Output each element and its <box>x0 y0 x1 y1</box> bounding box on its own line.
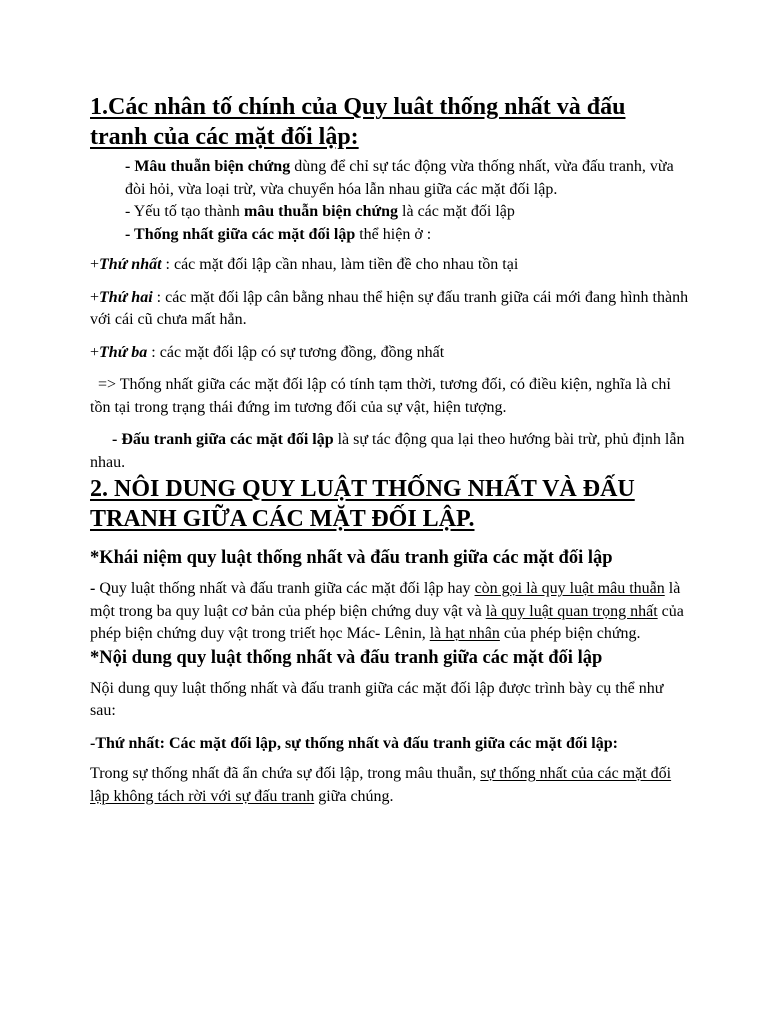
struggle-bold: - Đấu tranh giữa các mặt đối lập <box>112 431 334 448</box>
item3-text: : các mặt đối lập có sự tương đồng, đồng nhất <box>147 343 445 361</box>
concept-paragraph: - Quy luật thống nhất và đấu tranh giữa các mặt đối lập hay còn gọi là quy luật mâu thuẫn là một trong ba quy luật cơ bản của phép biện chứng duy vật và là quy luật quan trọng nhất của phép biện chứng duy vật trong triết học Mác- Lênin, là hạt nhân của phép biện chứng. <box>90 580 684 642</box>
bullet-unity-of-opposites <box>90 224 690 247</box>
document-page <box>90 92 690 808</box>
struggle-paragraph <box>90 429 690 474</box>
item2-label: Thứ hai <box>99 288 153 306</box>
first-point-heading: -Thứ nhất: Các mặt đối lập, sự thống nhất và đấu tranh giữa các mặt đối lập: <box>90 734 618 752</box>
struggle-text: là sự tác động qua lại theo hướng bài trừ, phủ định lẫn nhau. <box>90 431 685 471</box>
bullet1-text: dùng để chỉ sự tác động vừa thống nhất, vừa đấu tranh, vừa đòi hỏi, vừa loại trừ, vừa chuyển hóa lẫn nhau giữa các mặt đối lập. <box>125 158 674 198</box>
item1-text: : các mặt đối lập cần nhau, làm tiền đề cho nhau tồn tại <box>161 256 519 273</box>
section1-title <box>90 92 690 152</box>
bullet2-bold: mâu thuẫn biện chứng <box>243 203 399 220</box>
section2-title-line1: 2. NÔI DUNG QUY LUẬT THỐNG NHẤT VÀ ĐẤU <box>90 476 635 502</box>
first-point-paragraph: Trong sự thống nhất đã ẩn chứa sự đối lập, trong mâu thuẫn, sự thống nhất của các mặt đối lập không tách rời với sự đấu tranh giữa chúng. <box>90 765 672 805</box>
section2-title-line2: TRANH GIỮA CÁC MẶT ĐỐI LẬP. <box>90 506 475 532</box>
bullet1-bold: - Mâu thuẫn biện chứng <box>125 158 291 175</box>
concept-underline-2: là quy luật quan trọng nhất <box>485 602 658 620</box>
bullet2-start: - Yếu tố tạo thành <box>125 203 244 220</box>
item1-label: Thứ nhất <box>99 256 162 273</box>
concept-heading: *Khái niệm quy luật thống nhất và đấu tranh giữa các mặt đối lập <box>90 548 613 568</box>
content-heading: *Nội dung quy luật thống nhất và đấu tranh giữa các mặt đối lập <box>90 647 603 668</box>
conclusion-paragraph: => Thống nhất giữa các mặt đối lập có tính tạm thời, tương đối, có điều kiện, nghĩa là chỉ tồn tại trong trạng thái đứng im tương đối của sự vật, hiện tượng. <box>90 376 671 416</box>
bullet3-bold: - Thống nhất giữa các mặt đối lập <box>125 225 356 243</box>
item-third: +Thứ ba : các mặt đối lập có sự tương đồng, đồng nhất <box>90 343 445 361</box>
bullet-dialectical-contradiction <box>90 156 690 201</box>
item-second: +Thứ hai : các mặt đối lập cân bằng nhau thể hiện sự đấu tranh giữa cái mới đang hình thành với cái cũ chưa mất hẳn. <box>90 288 689 328</box>
concept-underline-1: còn gọi là quy luật mâu thuẫn <box>474 580 665 597</box>
item-first: +Thứ nhất : các mặt đối lập cần nhau, làm tiền đề cho nhau tồn tại <box>90 256 519 273</box>
bullet-constituent-element <box>90 201 690 224</box>
section1-title-line2: tranh của các mặt đối lập: <box>90 124 359 150</box>
section1-bullets <box>90 156 690 246</box>
item3-label: Thứ ba <box>99 343 148 361</box>
item2-text: : các mặt đối lập cân bằng nhau thể hiện sự đấu tranh giữa cái mới đang hình thành với cái cũ chưa mất hẳn. <box>90 288 689 328</box>
bullet2-end: là các mặt đối lập <box>398 203 515 220</box>
concept-underline-3: là hạt nhân <box>429 625 500 642</box>
bullet3-text: thể hiện ở : <box>355 225 432 243</box>
section1-title-line1: 1.Các nhân tố chính của Quy luât thống nhất và đấu <box>90 94 626 120</box>
content-intro-paragraph: Nội dung quy luật thống nhất và đấu tranh giữa các mặt đối lập được trình bày cụ thể như sau: <box>90 679 664 719</box>
section2-title <box>90 474 690 534</box>
first-point-underline: sự thống nhất của các mặt đối lập không tách rời với sự đấu tranh <box>90 765 672 805</box>
